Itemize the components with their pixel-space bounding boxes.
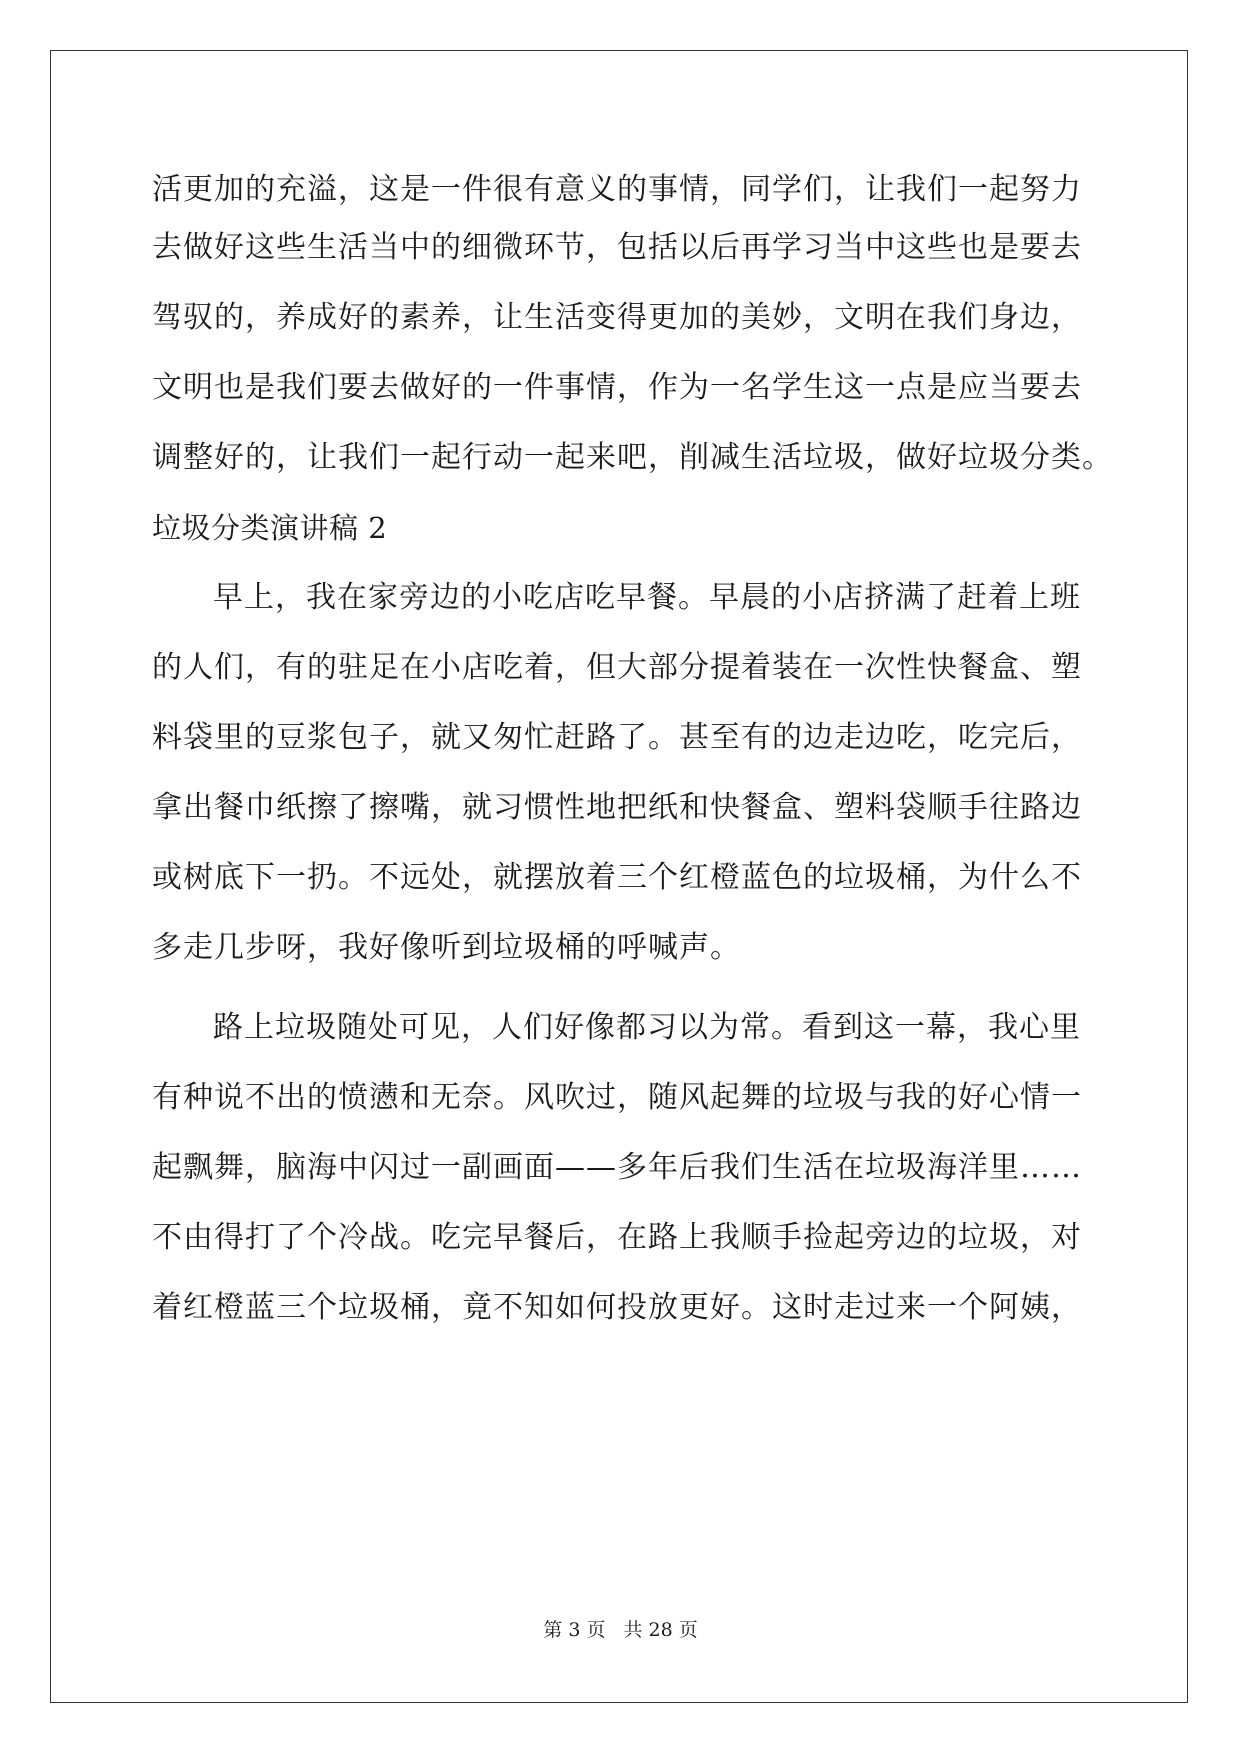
paragraph-3-line-1: 路上垃圾随处可见，人们好像都习以为常。看到这一幕，我心里 [213, 1010, 1081, 1045]
paragraph-2-line-5: 或树底下一扔。不远处，就摆放着三个红橙蓝色的垃圾桶，为什么不 [152, 860, 1082, 895]
paragraph-1-line-5: 调整好的，让我们一起行动一起来吧，削减生活垃圾，做好垃圾分类。 [152, 440, 1113, 475]
paragraph-1-line-4: 文明也是我们要去做好的一件事情，作为一名学生这一点是应当要去 [152, 370, 1082, 405]
page-number-current: 第 3 页 [543, 1619, 606, 1641]
paragraph-3-line-3: 起飘舞，脑海中闪过一副画面——多年后我们生活在垃圾海洋里…… [152, 1150, 1082, 1185]
paragraph-2-line-2: 的人们，有的驻足在小店吃着，但大部分提着装在一次性快餐盒、塑 [152, 650, 1082, 685]
paragraph-2-line-3: 料袋里的豆浆包子，就又匆忙赶路了。甚至有的边走边吃，吃完后， [152, 720, 1082, 755]
paragraph-1-line-2: 去做好这些生活当中的细微环节，包括以后再学习当中这些也是要去 [152, 230, 1082, 265]
section-heading: 垃圾分类演讲稿 2 [152, 511, 388, 545]
page-footer [0, 1618, 1241, 1642]
paragraph-3-line-2: 有种说不出的愤懑和无奈。风吹过，随风起舞的垃圾与我的好心情一 [152, 1080, 1082, 1115]
paragraph-2-line-4: 拿出餐巾纸擦了擦嘴，就习惯性地把纸和快餐盒、塑料袋顺手往路边 [152, 790, 1082, 825]
paragraph-3-line-4: 不由得打了个冷战。吃完早餐后，在路上我顺手捡起旁边的垃圾，对 [152, 1220, 1082, 1255]
paragraph-1-line-3: 驾驭的，养成好的素养，让生活变得更加的美妙，文明在我们身边， [152, 300, 1082, 335]
paragraph-2-line-6: 多走几步呀，我好像听到垃圾桶的呼喊声。 [152, 930, 741, 965]
paragraph-3-line-5: 着红橙蓝三个垃圾桶，竟不知如何投放更好。这时走过来一个阿姨， [152, 1290, 1082, 1325]
paragraph-2-line-1: 早上，我在家旁边的小吃店吃早餐。早晨的小店挤满了赶着上班 [213, 580, 1081, 615]
paragraph-1-line-1: 活更加的充溢，这是一件很有意义的事情，同学们，让我们一起努力 [152, 172, 1082, 207]
page-number-total: 共 28 页 [623, 1619, 698, 1641]
